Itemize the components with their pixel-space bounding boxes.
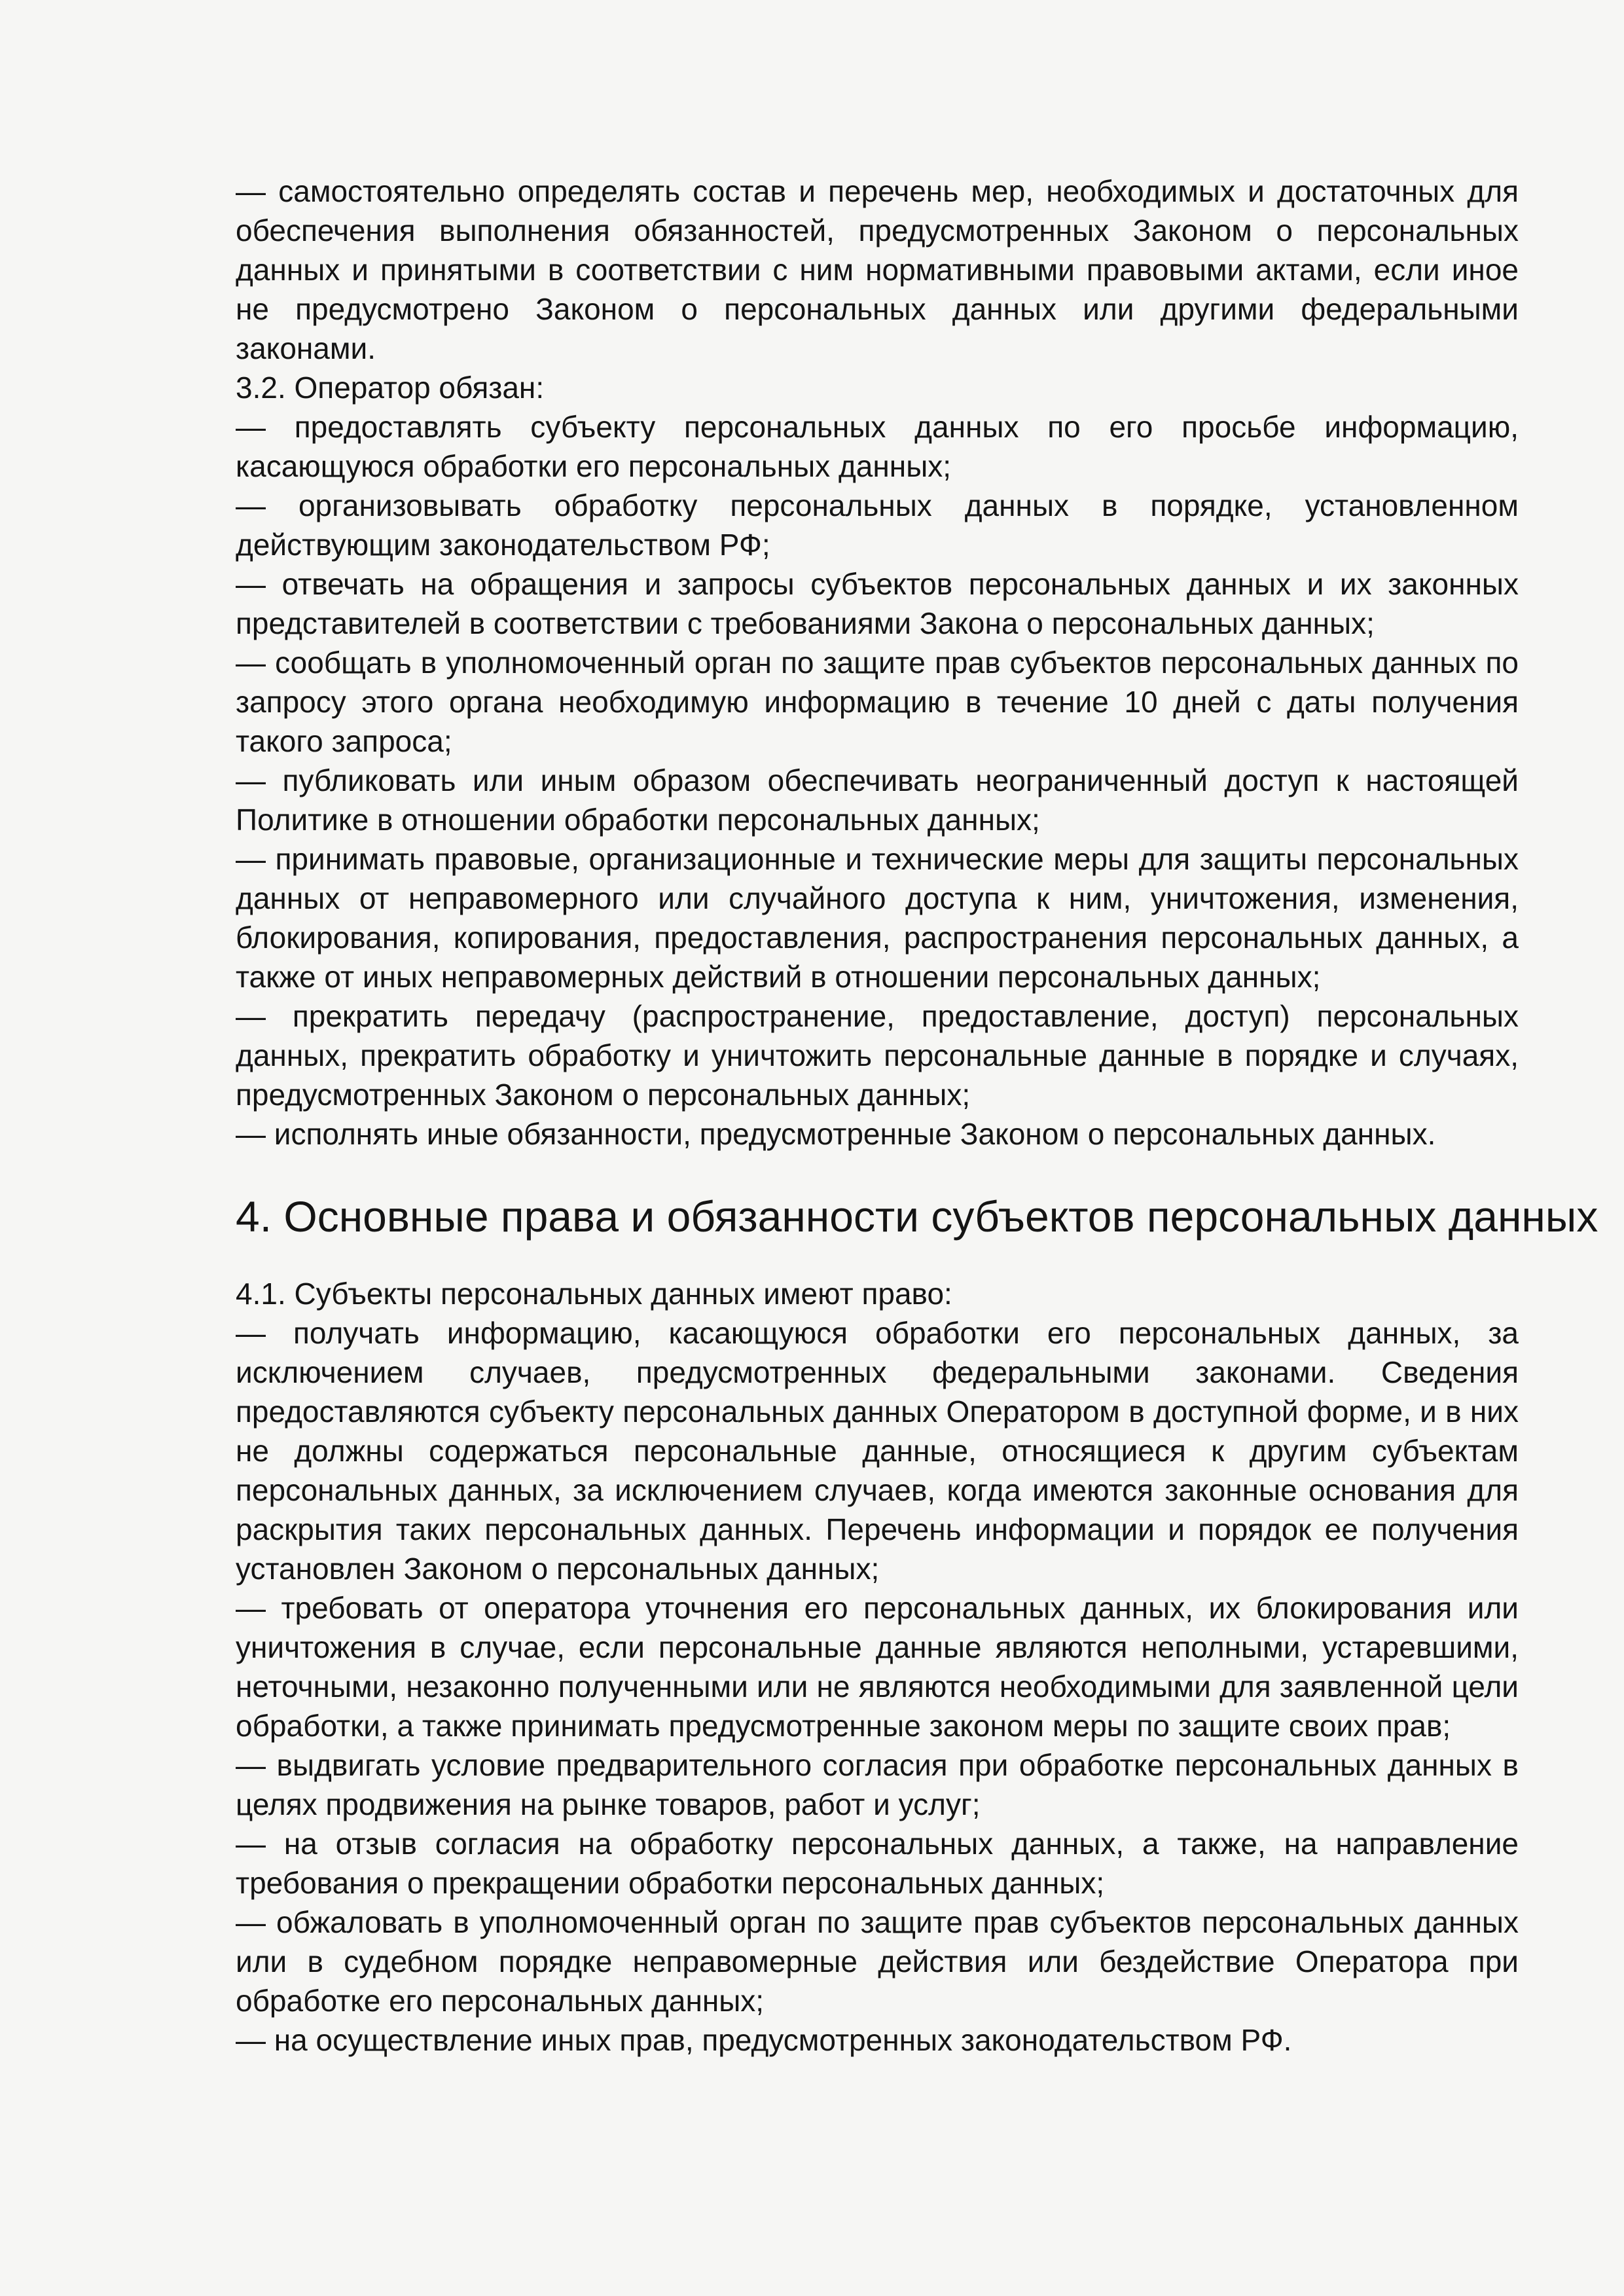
list-item-operator-obligation: — принимать правовые, организационные и технические меры для защиты персональных данных от неправомерного или случайного доступа к ним, уничтожения, изменения, блокирования, копирования, предоставления, распространения персональных данных, а также от иных неправомерных действий в отношении персональных данных; [236,842,1519,994]
list-item-subject-right: — требовать от оператора уточнения его персональных данных, их блокирования или уничтожения в случае, если персональные данные являются неполными, устаревшими, неточными, незаконно полученными или не являются необходимыми для заявленной цели обработки, а также принимать предусмотренные законом меры по защите своих прав; [236,1591,1519,1743]
list-item-operator-obligation: — исполнять иные обязанности, предусмотренные Законом о персональных данных. [236,1117,1436,1151]
clause-3-2-title: 3.2. Оператор обязан: [236,371,545,405]
list-item-operator-obligation: — отвечать на обращения и запросы субъектов персональных данных и их законных представителей в соответствии с требованиями Закона о персональных данных; [236,567,1519,640]
list-item-subject-right: — выдвигать условие предварительного согласия при обработке персональных данных в целях продвижения на рынке товаров, работ и услуг; [236,1748,1519,1821]
list-item-operator-obligation: — сообщать в уполномоченный орган по защите прав субъектов персональных данных по запросу этого органа необходимую информацию в течение 10 дней с даты получения такого запроса; [236,646,1519,758]
list-item-subject-right: — на отзыв согласия на обработку персональных данных, а также, на направление требования о прекращении обработки персональных данных; [236,1827,1519,1900]
list-item-operator-obligation: — публиковать или иным образом обеспечивать неограниченный доступ к настоящей Политике в отношении обработки персональных данных; [236,763,1519,837]
list-item-self-determine: — самостоятельно определять состав и перечень мер, необходимых и достаточных для обеспечения выполнения обязанностей, предусмотренных Законом о персональных данных и принятыми в соответствии с ним нормативными правовыми актами, если иное не предусмотрено Законом о персональных данных или другими федеральными законами. [236,174,1519,365]
page-content [236,172,1598,2060]
list-item-operator-obligation: — организовывать обработку персональных данных в порядке, установленном действующим законодательством РФ; [236,488,1519,562]
section-4-heading: 4. Основные права и обязанности субъектов персональных данных [236,1192,1598,1241]
list-item-subject-right: — обжаловать в уполномоченный орган по защите прав субъектов персональных данных или в судебном порядке неправомерные действия или бездействие Оператора при обработке его персональных данных; [236,1905,1519,2018]
clause-4-1-title: 4.1. Субъекты персональных данных имеют право: [236,1277,952,1311]
list-item-operator-obligation: — прекратить передачу (распространение, предоставление, доступ) персональных данных, прекратить обработку и уничтожить персональные данные в порядке и случаях, предусмотренных Законом о персональных данных; [236,999,1519,1112]
list-item-operator-obligation: — предоставлять субъекту персональных данных по его просьбе информацию, касающуюся обработки его персональных данных; [236,410,1519,483]
list-item-subject-right: — получать информацию, касающуюся обработки его персональных данных, за исключением случаев, предусмотренных федеральными законами. Сведения предоставляются субъекту персональных данных Оператором в доступной форме, и в них не должны содержаться персональные данные, относящиеся к другим субъектам персональных данных, за исключением случаев, когда имеются законные основания для раскрытия таких персональных данных. Перечень информации и порядок ее получения установлен Законом о персональных данных; [236,1316,1519,1586]
list-item-subject-right: — на осуществление иных прав, предусмотренных законодательством РФ. [236,2023,1292,2057]
